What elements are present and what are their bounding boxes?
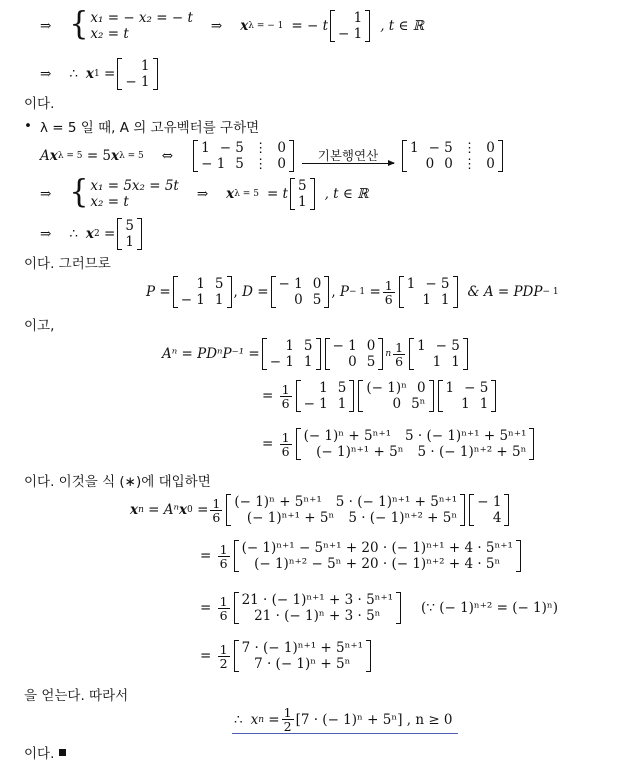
implies-symbol: ⇒ (40, 66, 52, 82)
right-arrow-icon (302, 163, 394, 164)
line-eigenvector-5: ⇒ { x₁ = 5x₂ = 5t x₂ = t ⇒ x λ = 5 = t 5 1 , t ∈ ℝ (40, 174, 369, 211)
coefficient: = − t (291, 18, 329, 34)
equation-system: { x₁ = − x₂ = − t x₂ = t (69, 6, 193, 43)
row-reduction-arrow (302, 149, 394, 164)
line-an-product: Aⁿ = PDⁿP⁻¹ = 1 5 − 1 1 − 1 0 0 5 n $\frac{1}{6}$ 1 − 5 1 1 (162, 338, 470, 370)
implies-symbol: ⇒ (210, 18, 223, 34)
bullet-lambda5 (24, 116, 259, 136)
lambda5-heading: λ = 5 일 때, A 의 고유벡터를 구하면 (39, 120, 260, 136)
vector-x1-symbol: x (85, 66, 94, 82)
final-formula: [7 · (− 1)ⁿ + 5ⁿ] , n ≥ 0 (295, 711, 453, 728)
system-eq-2: x₂ = t (90, 26, 129, 42)
column-vector: 1 − 1 (330, 10, 370, 42)
text-igo: 이고, (24, 318, 55, 334)
line-pdp: P = 1 5 − 1 1 , D = − 1 0 0 5 , P − 1 = $\frac{1}{6}$ 1 − 5 1 1 & A = PDP − 1 (146, 276, 559, 308)
matrix-Dn: (− 1)ⁿ 0 0 5ⁿ (358, 380, 433, 412)
result-underline (232, 733, 458, 734)
vector-x-symbol: x (240, 18, 249, 34)
real-domain: , t ∈ ℝ (380, 18, 425, 34)
final-result: ∴ x n = $\frac{1}{2}$ [7 · (− 1)ⁿ + 5ⁿ] , n ≥ 0 (234, 705, 453, 734)
line-xn-step3: = $\frac{1}{2}$ 7 · (− 1)ⁿ⁺¹ + 5ⁿ⁺¹ 7 · (− 1)ⁿ + 5ⁿ (200, 640, 373, 672)
text-substitute: 이다. 이것을 식 (∗)에 대입하면 (24, 474, 211, 490)
line-an-expanded: = $\frac{1}{6}$ (− 1)ⁿ + 5ⁿ⁺¹ 5 · (− 1)ⁿ⁺¹ + 5ⁿ⁺¹ (− 1)ⁿ⁺¹ + 5ⁿ 5 · (− 1)ⁿ⁺² + 5ⁿ (262, 428, 536, 460)
text-therefore: 이다. 그러므로 (24, 256, 111, 272)
eigenvector-5: 5 1 (290, 178, 315, 210)
line-augmented-matrix: A x λ = 5 = 5 x λ = 5 ⇔ 1 − 5 ⋮ 0 − 1 5 ⋮ 0 기본행연산 1 − 5 ⋮ 0 0 0 ⋮ 0 (40, 140, 505, 172)
line-xn-product: x n = Aⁿ x 0 = $\frac{1}{6}$ (− 1)ⁿ + 5ⁿ⁺¹ 5 · (− 1)ⁿ⁺¹ + 5ⁿ⁺¹ (− 1)ⁿ⁺¹ + 5ⁿ 5 · (− 1)ⁿ⁺² + 5ⁿ − 1 4 (130, 494, 511, 526)
augmented-matrix-2: 1 − 5 ⋮ 0 0 0 ⋮ 0 (402, 140, 503, 172)
line-eigenvector-neg1 (40, 6, 425, 43)
qed-square-icon (59, 749, 66, 756)
line-x1-result: ⇒ ∴ x 1 = 1 − 1 (40, 58, 160, 90)
text-obtain: 을 얻는다. 따라서 (24, 688, 129, 704)
x0-vector: − 1 4 (469, 494, 509, 526)
bullet-icon: • (24, 118, 32, 134)
line-xn-step2: = $\frac{1}{6}$ 21 · (− 1)ⁿ⁺¹ + 3 · 5ⁿ⁺¹ 21 · (− 1)ⁿ + 3 · 5ⁿ (∵ (− 1)ⁿ⁺² = (− 1)ⁿ) (200, 592, 559, 624)
line-xn-step1: = $\frac{1}{6}$ (− 1)ⁿ⁺¹ − 5ⁿ⁺¹ + 20 · (− 1)ⁿ⁺¹ + 4 · 5ⁿ⁺¹ (− 1)ⁿ⁺² − 5ⁿ + 20 · (− 1)ⁿ⁺² + 4 · 5ⁿ (200, 540, 523, 572)
implies-symbol: ⇒ (40, 18, 52, 34)
augmented-matrix-1: 1 − 5 ⋮ 0 − 1 5 ⋮ 0 (193, 140, 294, 172)
system-eq-1: x₁ = − x₂ = − t (90, 10, 193, 26)
text-end: 이다. (24, 742, 66, 762)
matrix-An: (− 1)ⁿ + 5ⁿ⁺¹ 5 · (− 1)ⁿ⁺¹ + 5ⁿ⁺¹ (− 1)ⁿ⁺¹ + 5ⁿ 5 · (− 1)ⁿ⁺² + 5ⁿ (296, 428, 535, 460)
matrix-D: − 1 0 0 5 (271, 276, 330, 308)
equation-system-2: { x₁ = 5x₂ = 5t x₂ = t (69, 174, 179, 211)
x2-vector: 5 1 (117, 218, 142, 250)
because-note: (∵ (− 1)ⁿ⁺² = (− 1)ⁿ) (421, 600, 559, 616)
matrix-Pinv: 1 − 5 1 1 (399, 276, 458, 308)
matrix-P: 1 5 − 1 1 (173, 276, 232, 308)
x1-vector: 1 − 1 (117, 58, 157, 90)
subscript-lambda: λ = − 1 (248, 21, 284, 31)
row-reduction-label: 기본행연산 (317, 147, 379, 163)
line-an-powers: = $\frac{1}{6}$ 1 5 − 1 1 (− 1)ⁿ 0 0 5ⁿ 1 − 5 1 1 (262, 380, 498, 412)
iff-symbol: ⇔ (161, 148, 174, 164)
therefore-symbol: ∴ (69, 66, 78, 82)
line-x2-result: ⇒ ∴ x 2 = 5 1 (40, 218, 144, 250)
text-ida: 이다. (24, 96, 55, 112)
decomposition-label: & A = PDP (467, 284, 543, 300)
